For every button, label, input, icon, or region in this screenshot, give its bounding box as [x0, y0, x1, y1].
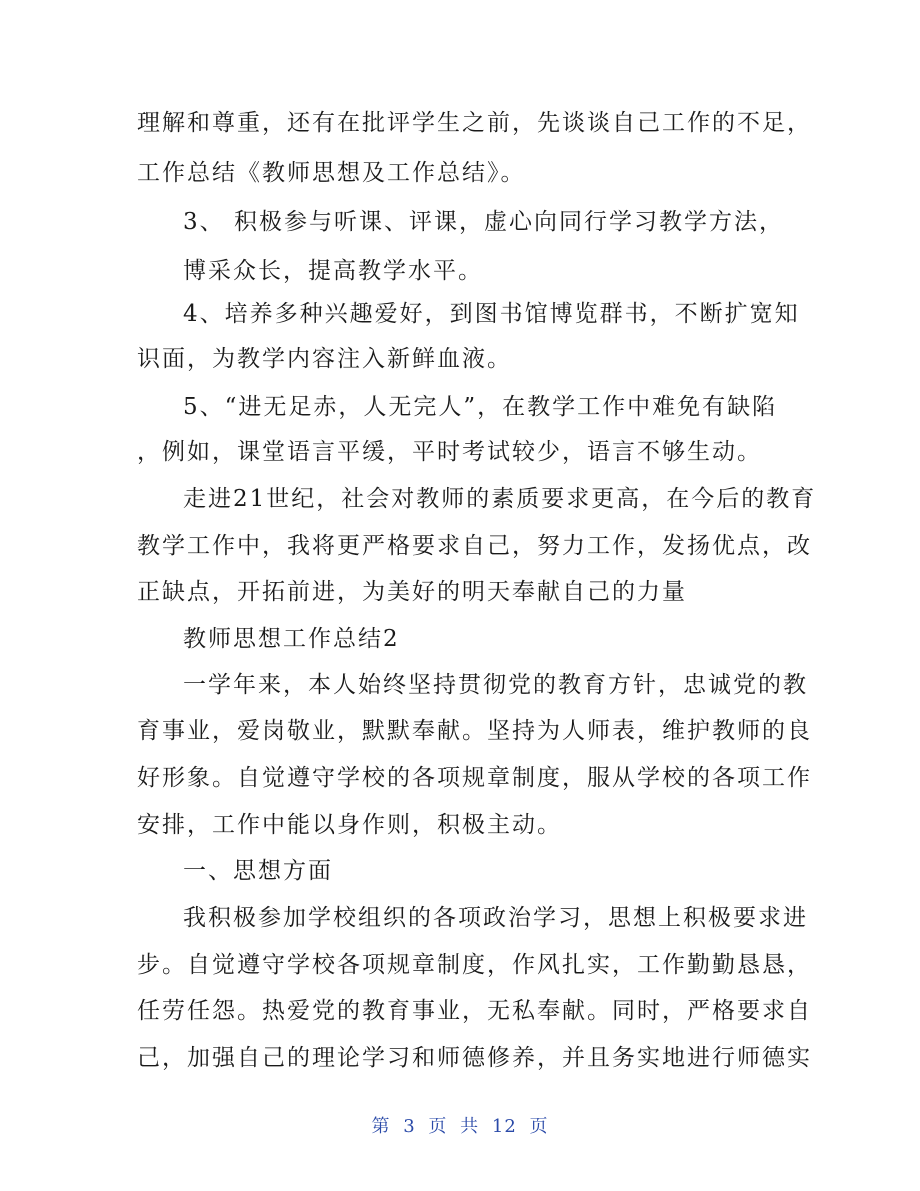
paragraph-line: 育事业，爱岗敬业，默默奉献。坚持为人师表，维护教师的良	[137, 718, 812, 744]
paragraph-line: 任劳任怨。热爱党的教育事业，无私奉献。同时，严格要求自	[137, 998, 812, 1024]
footer-total-pages: 12	[491, 1116, 517, 1137]
paragraph-line: 教学工作中，我将更严格要求自己，努力工作，发扬优点，改	[137, 533, 812, 559]
paragraph-line: 5、“进无足赤，人无完人”，在教学工作中难免有缺陷	[183, 394, 778, 420]
paragraph-line: 理解和尊重，还有在批评学生之前，先谈谈自己工作的不足，	[137, 110, 812, 136]
paragraph-line: 正缺点，开拓前进，为美好的明天奉献自己的力量	[137, 579, 687, 605]
page-number-footer	[0, 1112, 920, 1138]
paragraph-line: 好形象。自觉遵守学校的各项规章制度，服从学校的各项工作	[137, 765, 812, 791]
footer-page-prefix: 第	[371, 1116, 391, 1137]
paragraph-line: ，例如，课堂语言平缓，平时考试较少，语言不够生动。	[137, 439, 762, 465]
paragraph-line: 工作总结《教师思想及工作总结》。	[137, 160, 526, 186]
section-heading: 教师思想工作总结2	[183, 626, 400, 652]
footer-current-page: 3	[403, 1116, 416, 1137]
paragraph-line: 一学年来，本人始终坚持贯彻党的教育方针，忠诚党的教	[183, 672, 808, 698]
paragraph-line: 己，加强自己的理论学习和师德修养，并且务实地进行师德实	[137, 1045, 812, 1071]
footer-page-mid: 页	[428, 1116, 448, 1137]
section-heading: 一、思想方面	[183, 858, 333, 884]
paragraph-line: 3、 积极参与听课、评课，虚心向同行学习教学方法，	[183, 209, 784, 235]
paragraph-line: 走进21世纪，社会对教师的素质要求更高，在今后的教育	[183, 486, 817, 512]
paragraph-line: 博采众长，提高教学水平。	[183, 258, 483, 284]
footer-page-suffix: 页	[529, 1116, 549, 1137]
paragraph-line: 4、培养多种兴趣爱好，到图书馆博览群书，不断扩宽知	[183, 301, 800, 327]
paragraph-line: 步。自觉遵守学校各项规章制度，作风扎实，工作勤勤恳恳，	[137, 952, 812, 978]
paragraph-line: 我积极参加学校组织的各项政治学习，思想上积极要求进	[183, 905, 808, 931]
paragraph-line: 识面，为教学内容注入新鲜血液。	[137, 346, 512, 372]
footer-total-prefix: 共	[460, 1116, 480, 1137]
paragraph-line: 安排，工作中能以身作则，积极主动。	[137, 812, 562, 838]
